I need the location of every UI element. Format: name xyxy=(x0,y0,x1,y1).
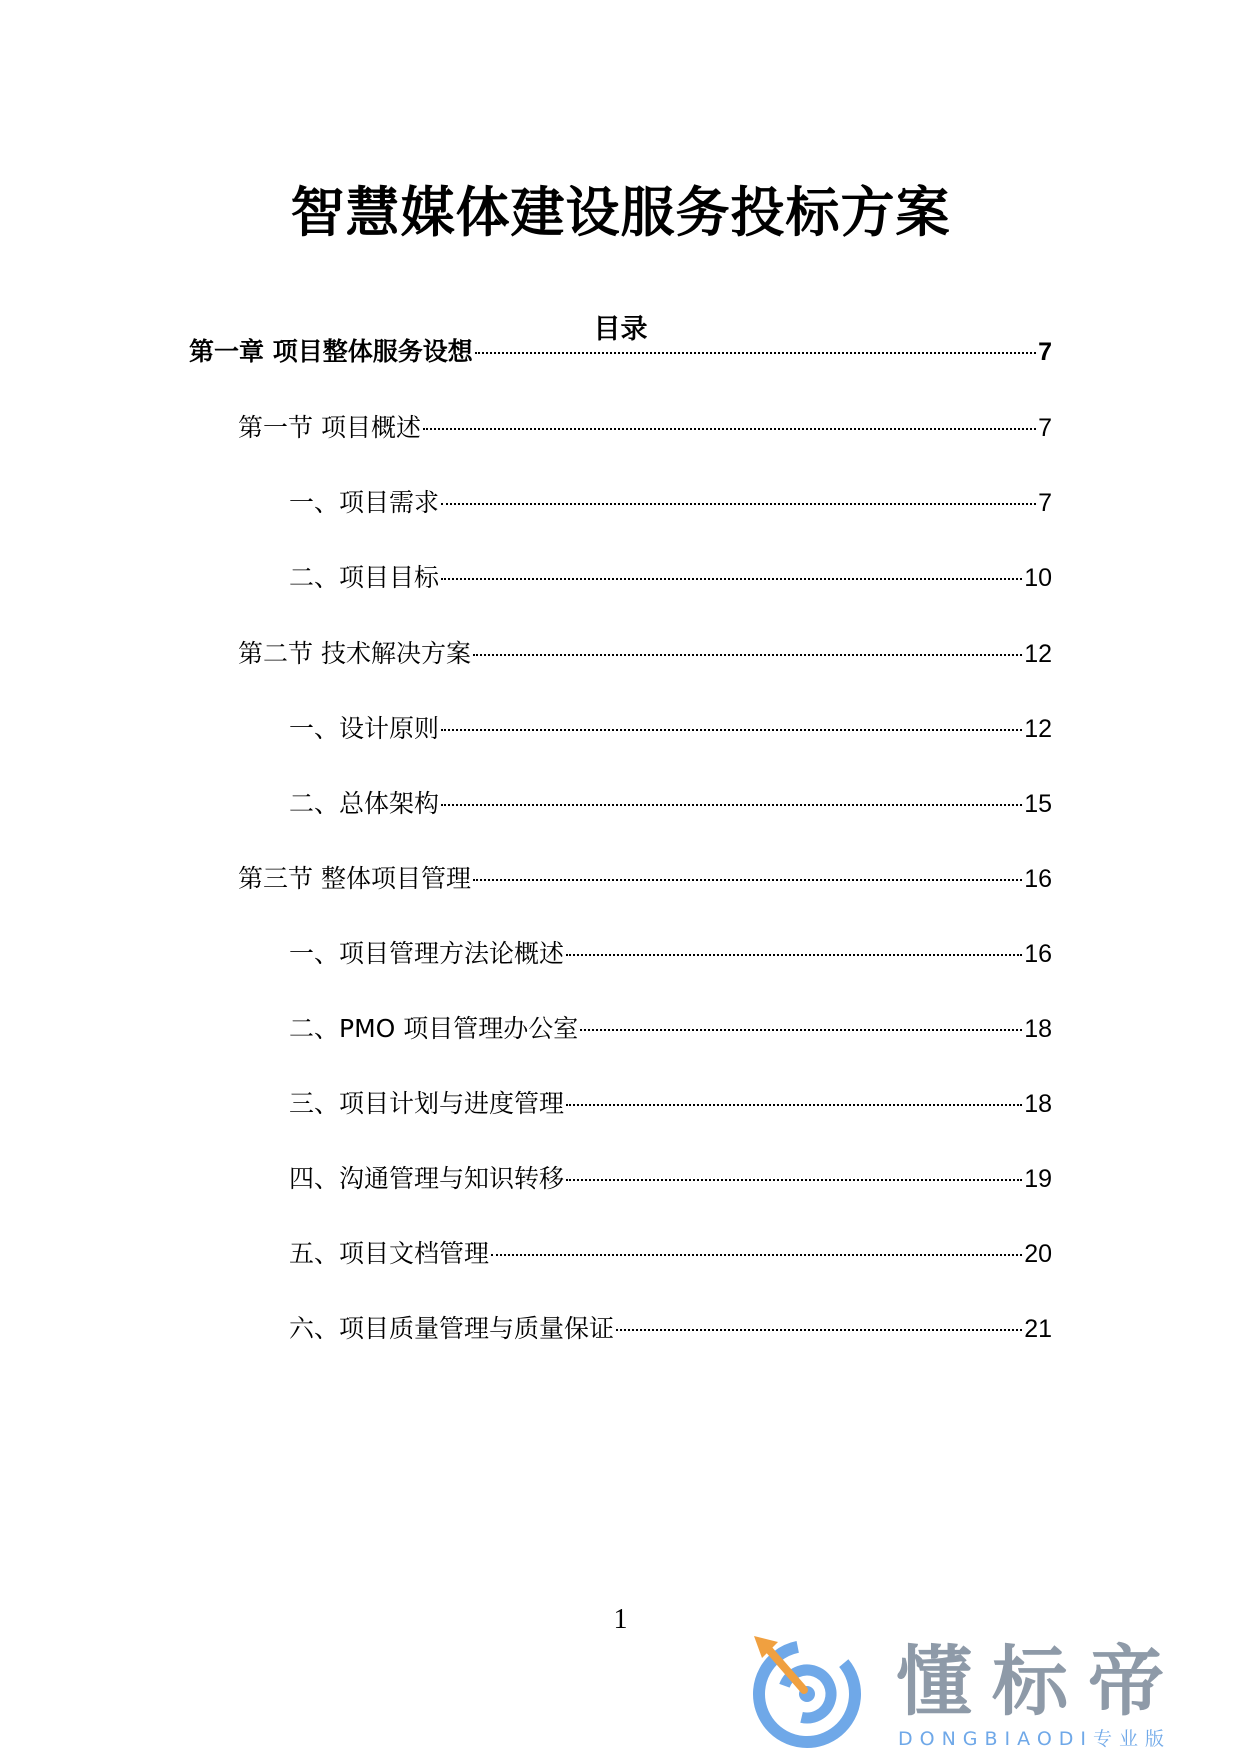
toc-entry-label: 三、项目计划与进度管理 xyxy=(289,1089,565,1118)
toc-dot-leader xyxy=(566,1104,1022,1106)
target-arrow-icon xyxy=(748,1632,866,1750)
toc-dot-leader xyxy=(473,879,1022,881)
toc-dot-leader xyxy=(441,804,1022,806)
toc-entry[interactable] xyxy=(289,560,1052,596)
toc-dot-leader xyxy=(423,428,1036,430)
toc-entry-label: 二、PMO 项目管理办公室 xyxy=(289,1014,579,1043)
toc-entry-label: 第二节 技术解决方案 xyxy=(238,639,471,668)
toc-dot-leader xyxy=(441,503,1036,505)
toc-dot-leader xyxy=(441,729,1022,731)
toc-entry[interactable] xyxy=(289,485,1052,521)
toc-entry[interactable] xyxy=(289,1236,1052,1272)
toc-entry[interactable] xyxy=(289,711,1052,747)
toc-entry-label: 第三节 整体项目管理 xyxy=(238,864,471,893)
toc-dot-leader xyxy=(616,1329,1022,1331)
toc-entry-page: 12 xyxy=(1024,640,1052,668)
toc-dot-leader xyxy=(491,1254,1022,1256)
toc-dot-leader xyxy=(566,1179,1022,1181)
toc-entry-page: 19 xyxy=(1024,1165,1052,1193)
toc-dot-leader xyxy=(475,352,1036,354)
toc-entry[interactable] xyxy=(238,410,1052,446)
toc-entry-page: 12 xyxy=(1024,715,1052,743)
toc-entry-label: 第一节 项目概述 xyxy=(238,413,421,442)
toc-entry-label: 一、设计原则 xyxy=(289,714,440,743)
toc-dot-leader xyxy=(473,654,1022,656)
toc-entry-page: 7 xyxy=(1038,489,1052,517)
toc-entry-label: 第一章 项目整体服务设想 xyxy=(189,337,473,366)
toc-heading: 目录 xyxy=(593,314,648,345)
toc-entry-page: 15 xyxy=(1024,790,1052,818)
toc-entry-page: 16 xyxy=(1024,940,1052,968)
brand-watermark xyxy=(748,1632,1218,1750)
toc-entry[interactable] xyxy=(289,786,1052,822)
toc-dot-leader xyxy=(580,1029,1022,1031)
toc-dot-leader xyxy=(566,954,1022,956)
toc-entry-page: 18 xyxy=(1024,1090,1052,1118)
toc-entry-label: 一、项目需求 xyxy=(289,488,440,517)
toc-entry-label: 二、总体架构 xyxy=(289,789,440,818)
toc-entry[interactable] xyxy=(238,861,1052,897)
toc-entry[interactable] xyxy=(289,936,1052,972)
document-title: 智慧媒体建设服务投标方案 xyxy=(290,181,951,244)
toc-entry-label: 五、项目文档管理 xyxy=(289,1239,490,1268)
toc-entry-label: 四、沟通管理与知识转移 xyxy=(289,1164,565,1193)
toc-entry[interactable] xyxy=(238,636,1052,672)
toc-entry[interactable] xyxy=(289,1311,1052,1347)
toc-entry[interactable] xyxy=(189,334,1052,370)
toc-entry-page: 16 xyxy=(1024,865,1052,893)
watermark-brand-name: 懂标帝 xyxy=(896,1637,1184,1726)
watermark-subtitle: DONGBIAODI专业版 xyxy=(898,1728,1172,1750)
page-number: 1 xyxy=(613,1604,628,1635)
toc-entry-page: 18 xyxy=(1024,1015,1052,1043)
toc-entry[interactable] xyxy=(289,1161,1052,1197)
toc-entry-page: 20 xyxy=(1024,1240,1052,1268)
toc-entry-page: 7 xyxy=(1038,414,1052,442)
toc-entry-label: 二、项目目标 xyxy=(289,563,440,592)
toc-entry[interactable] xyxy=(289,1086,1052,1122)
toc-entry-page: 7 xyxy=(1038,338,1052,366)
toc-dot-leader xyxy=(441,578,1022,580)
toc-entry-page: 21 xyxy=(1024,1315,1052,1343)
toc-entry[interactable] xyxy=(289,1011,1052,1047)
toc-entry-page: 10 xyxy=(1024,564,1052,592)
toc-entry-label: 一、项目管理方法论概述 xyxy=(289,939,565,968)
toc-entry-label: 六、项目质量管理与质量保证 xyxy=(289,1314,615,1343)
